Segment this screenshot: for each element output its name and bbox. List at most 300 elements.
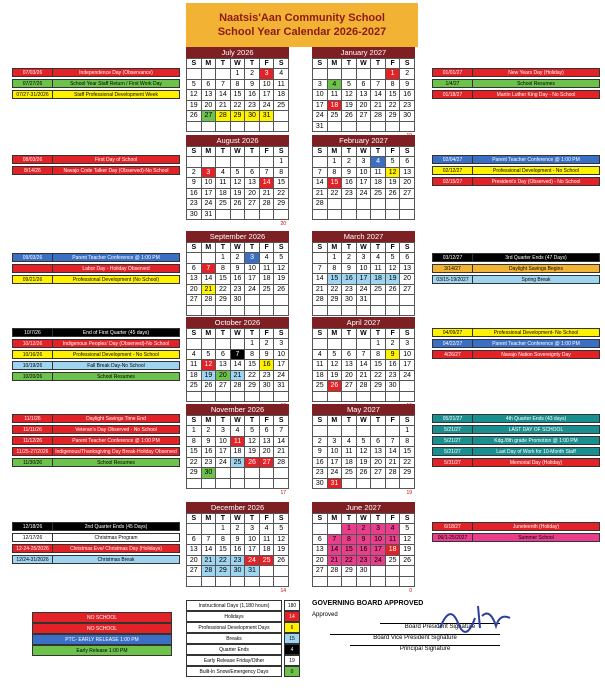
event-row	[12, 68, 180, 77]
event-row	[432, 275, 600, 284]
weekday-cell: W	[356, 416, 371, 426]
day-cell: 17	[313, 100, 328, 111]
event-date: 02/04/27	[433, 156, 473, 163]
day-cell: 4	[230, 426, 245, 437]
weekday-cell: S	[313, 329, 328, 339]
day-cell: 8	[385, 79, 400, 90]
day-cell	[327, 209, 342, 220]
day-cell: 15	[274, 178, 289, 189]
day-cell: 5	[385, 253, 400, 264]
week-row	[313, 576, 415, 587]
weekday-cell: S	[313, 243, 328, 253]
weekday-cell: S	[187, 329, 202, 339]
weekday-cell: M	[201, 243, 216, 253]
day-cell: 18	[385, 545, 400, 556]
event-name: Christmas Break	[97, 557, 135, 563]
day-cell: 18	[371, 274, 386, 285]
day-cell	[327, 391, 342, 402]
weekday-cell: T	[371, 243, 386, 253]
event-row	[432, 177, 600, 186]
week-row	[187, 524, 289, 535]
day-cell: 11	[216, 178, 231, 189]
week-row	[313, 167, 415, 178]
day-cell: 5	[230, 167, 245, 178]
day-cell: 13	[400, 167, 415, 178]
event-date: 02/15/27	[433, 178, 473, 185]
day-cell: 24	[201, 199, 216, 210]
event-date: 03/15-19/2027	[433, 276, 473, 283]
week-row	[187, 157, 289, 168]
day-cell	[201, 253, 216, 264]
board-approved-title: GOVERNING BOARD APPROVED	[312, 600, 424, 607]
day-cell: 23	[187, 199, 202, 210]
week-row	[313, 274, 415, 285]
weekday-cell: T	[216, 147, 231, 157]
weekday-cell: F	[385, 514, 400, 524]
day-cell: 1	[274, 157, 289, 168]
weekday-cell: T	[216, 59, 231, 69]
day-cell: 8	[216, 263, 231, 274]
month-calendar	[312, 135, 415, 220]
day-cell: 23	[245, 100, 260, 111]
event-date: 05/21/27	[433, 415, 473, 422]
legend-color-item: PTC- EARLY RELEASE 1:00 PM	[32, 634, 172, 645]
week-row	[313, 90, 415, 101]
day-cell	[230, 305, 245, 316]
event-name: 3rd Quarter Ends (47 Days)	[505, 255, 567, 261]
week-row	[187, 360, 289, 371]
day-cell	[356, 121, 371, 132]
day-cell: 12	[400, 534, 415, 545]
principal-signature: Principal Signature	[350, 645, 500, 652]
day-cell: 5	[274, 253, 289, 264]
day-cell	[201, 157, 216, 168]
event-date: 07/27/26	[13, 80, 53, 87]
week-row	[187, 69, 289, 80]
legend-count: 6	[284, 622, 300, 633]
day-cell: 17	[245, 545, 260, 556]
event-date: 12/17/26	[13, 534, 53, 541]
day-cell	[230, 209, 245, 220]
day-cell: 20	[259, 447, 274, 458]
day-cell: 14	[216, 90, 231, 101]
day-cell: 29	[187, 468, 202, 479]
day-cell: 26	[342, 111, 357, 122]
day-cell	[313, 339, 328, 350]
day-cell: 22	[327, 284, 342, 295]
week-row	[187, 263, 289, 274]
day-cell	[187, 391, 202, 402]
day-cell: 27	[187, 295, 202, 306]
day-cell	[274, 121, 289, 132]
week-row	[187, 199, 289, 210]
event-row	[12, 264, 180, 273]
day-cell: 20	[400, 178, 415, 189]
day-cell: 5	[327, 349, 342, 360]
day-cell	[216, 478, 231, 489]
day-cell	[371, 305, 386, 316]
day-cell: 1	[230, 69, 245, 80]
weekday-cell: S	[400, 243, 415, 253]
month-calendar	[312, 404, 415, 496]
legend-count: 14	[284, 611, 300, 622]
event-date: 01/01/27	[433, 69, 473, 76]
day-cell: 2	[400, 69, 415, 80]
day-cell: 16	[313, 457, 328, 468]
day-cell: 23	[400, 100, 415, 111]
weekday-row	[187, 59, 289, 69]
week-row	[187, 90, 289, 101]
day-cell: 10	[356, 263, 371, 274]
week-row	[187, 274, 289, 285]
weekday-cell: M	[327, 329, 342, 339]
event-row	[432, 328, 600, 337]
event-date: 11/25-27/2026	[13, 448, 53, 455]
day-cell: 27	[342, 381, 357, 392]
day-cell	[371, 199, 386, 210]
day-cell: 28	[356, 381, 371, 392]
week-row	[187, 534, 289, 545]
day-cell	[313, 426, 328, 437]
month-calendar	[186, 47, 289, 132]
day-cell: 27	[313, 566, 328, 577]
day-cell	[216, 468, 231, 479]
weekday-cell: M	[201, 514, 216, 524]
day-cell: 12	[274, 263, 289, 274]
week-row	[313, 391, 415, 402]
day-cell: 5	[201, 349, 216, 360]
day-cell	[342, 305, 357, 316]
weekday-cell: S	[400, 59, 415, 69]
day-cell: 13	[400, 263, 415, 274]
day-cell	[313, 253, 328, 264]
day-cell: 29	[230, 111, 245, 122]
weekday-cell: W	[230, 59, 245, 69]
day-cell: 31	[201, 209, 216, 220]
event-row	[432, 533, 600, 542]
week-row	[313, 188, 415, 199]
weekday-cell: S	[187, 59, 202, 69]
day-cell: 30	[400, 111, 415, 122]
day-cell: 1	[371, 339, 386, 350]
day-cell: 9	[342, 167, 357, 178]
school-name: Naatsis'Aan Community School	[219, 12, 385, 24]
month-title: October 2026	[186, 317, 289, 328]
day-cell: 19	[400, 545, 415, 556]
day-cell: 10	[356, 167, 371, 178]
month-title: February 2027	[312, 135, 415, 146]
weekday-cell: S	[274, 59, 289, 69]
day-cell: 12	[356, 447, 371, 458]
day-cell: 13	[245, 178, 260, 189]
event-date: 08/03/26	[13, 156, 53, 163]
weekday-cell: T	[371, 329, 386, 339]
day-cell: 6	[187, 534, 202, 545]
event-row	[12, 275, 180, 284]
day-cell: 25	[371, 284, 386, 295]
weekday-cell: S	[274, 147, 289, 157]
day-cell: 20	[313, 555, 328, 566]
day-cell: 24	[371, 555, 386, 566]
week-row	[313, 534, 415, 545]
day-cell	[201, 478, 216, 489]
week-row	[187, 178, 289, 189]
day-cell: 4	[327, 79, 342, 90]
weekday-cell: T	[371, 416, 386, 426]
day-cell: 21	[385, 457, 400, 468]
week-row	[313, 295, 415, 306]
day-cell	[400, 121, 415, 132]
day-cell: 2	[230, 524, 245, 535]
event-row	[12, 425, 180, 434]
week-row	[187, 305, 289, 316]
instructional-day-count: 0	[409, 588, 412, 594]
vice-president-signature: Board Vice President Signature	[330, 634, 500, 641]
event-row	[12, 79, 180, 88]
weekday-row	[313, 416, 415, 426]
weekday-cell: F	[259, 416, 274, 426]
day-cell: 1	[216, 253, 231, 264]
day-cell: 29	[385, 111, 400, 122]
day-cell	[342, 576, 357, 587]
day-cell	[371, 478, 386, 489]
day-cell: 16	[230, 274, 245, 285]
event-name: Navajo Nation Sovereignty Day	[501, 352, 571, 358]
day-cell: 23	[356, 555, 371, 566]
event-name: Daylight Savings Time End	[86, 416, 146, 422]
day-cell	[313, 209, 328, 220]
weekday-cell: T	[216, 329, 231, 339]
week-row	[313, 199, 415, 210]
event-row	[12, 544, 180, 553]
day-cell: 10	[400, 349, 415, 360]
day-cell: 1	[245, 339, 260, 350]
day-cell: 18	[230, 447, 245, 458]
event-name: Staff Professional Development Week	[73, 92, 159, 98]
weekday-cell: T	[216, 243, 231, 253]
day-cell: 28	[313, 295, 328, 306]
week-row	[313, 209, 415, 220]
day-cell	[313, 69, 328, 80]
day-cell: 8	[400, 436, 415, 447]
event-name: Indigenous Peoples' Day (Observed)-No School	[62, 341, 170, 347]
day-cell	[313, 157, 328, 168]
day-cell: 20	[187, 555, 202, 566]
day-cell	[216, 157, 231, 168]
week-row	[313, 111, 415, 122]
day-cell: 18	[259, 545, 274, 556]
day-cell: 27	[400, 188, 415, 199]
week-row	[313, 436, 415, 447]
weekday-cell: M	[201, 147, 216, 157]
day-cell	[342, 209, 357, 220]
day-cell	[274, 295, 289, 306]
month-calendar	[312, 231, 415, 316]
event-row	[12, 166, 180, 175]
day-cell: 23	[313, 468, 328, 479]
day-cell: 27	[187, 566, 202, 577]
day-cell: 3	[371, 524, 386, 535]
weekday-cell: W	[230, 416, 245, 426]
event-name: Indigenous/Thanksgiving Day Break-Holiday Observed	[55, 449, 177, 455]
day-cell: 13	[216, 360, 231, 371]
week-row	[187, 209, 289, 220]
event-date: 02/12/27	[433, 167, 473, 174]
day-cell	[216, 121, 231, 132]
day-cell	[371, 566, 386, 577]
day-cell: 19	[187, 100, 202, 111]
weekday-cell: S	[400, 147, 415, 157]
weekday-row	[187, 514, 289, 524]
day-cell: 30	[385, 381, 400, 392]
day-cell	[371, 576, 386, 587]
day-cell: 21	[327, 555, 342, 566]
day-cell: 21	[313, 188, 328, 199]
day-cell: 25	[216, 199, 231, 210]
event-name: Labor Day - Holiday Observed	[82, 266, 150, 272]
day-cell: 22	[342, 555, 357, 566]
day-cell: 29	[245, 381, 260, 392]
day-cell: 22	[216, 284, 231, 295]
weekday-row	[313, 59, 415, 69]
weekday-cell: S	[187, 416, 202, 426]
day-cell: 24	[313, 111, 328, 122]
weekday-row	[187, 329, 289, 339]
day-cell: 2	[356, 524, 371, 535]
month-calendar	[186, 231, 289, 316]
legend-label: Instructional Days (1,180 hours)	[186, 600, 282, 611]
day-cell: 5	[187, 79, 202, 90]
day-cell: 16	[201, 447, 216, 458]
legend-label: Holidays	[186, 611, 282, 622]
day-cell	[187, 339, 202, 350]
day-cell: 17	[245, 274, 260, 285]
event-name: 4th Quarter Ends (43 days)	[505, 416, 567, 422]
day-cell	[371, 121, 386, 132]
instructional-day-count: 19	[406, 490, 412, 496]
event-date: 10/16/26	[13, 351, 53, 358]
weekday-cell: T	[342, 329, 357, 339]
day-cell: 9	[342, 263, 357, 274]
week-row	[187, 391, 289, 402]
day-cell: 14	[356, 360, 371, 371]
day-cell	[342, 426, 357, 437]
month-title: March 2027	[312, 231, 415, 242]
event-row	[432, 155, 600, 164]
day-cell: 4	[385, 524, 400, 535]
event-row	[12, 372, 180, 381]
weekday-cell: M	[327, 147, 342, 157]
weekday-row	[313, 147, 415, 157]
weekday-cell: T	[342, 147, 357, 157]
day-cell: 14	[371, 90, 386, 101]
day-cell	[216, 576, 231, 587]
day-cell: 9	[385, 349, 400, 360]
day-cell	[400, 576, 415, 587]
day-cell: 19	[245, 447, 260, 458]
day-cell	[245, 157, 260, 168]
day-cell	[356, 305, 371, 316]
day-cell: 11	[259, 534, 274, 545]
day-cell	[201, 576, 216, 587]
day-cell: 24	[216, 457, 231, 468]
day-cell: 28	[201, 295, 216, 306]
day-cell: 3	[274, 339, 289, 350]
day-cell: 22	[245, 370, 260, 381]
day-cell: 27	[371, 468, 386, 479]
event-name: Parent Teacher Conference @ 1:00 PM	[492, 157, 580, 163]
day-cell: 1	[385, 69, 400, 80]
day-cell: 11	[327, 90, 342, 101]
week-row	[313, 157, 415, 168]
day-cell: 31	[259, 111, 274, 122]
week-row	[313, 178, 415, 189]
day-cell	[259, 468, 274, 479]
day-cell: 13	[313, 545, 328, 556]
day-cell	[327, 199, 342, 210]
day-cell	[274, 576, 289, 587]
day-cell: 28	[385, 468, 400, 479]
day-cell: 14	[385, 447, 400, 458]
event-name: Parent Teacher Conference @ 1:00 PM	[72, 438, 160, 444]
weekday-cell: F	[385, 329, 400, 339]
day-cell: 23	[230, 284, 245, 295]
day-cell	[230, 391, 245, 402]
legend-count: 0	[284, 666, 300, 677]
weekday-cell: F	[385, 59, 400, 69]
event-date: 07/27-31/2026	[13, 91, 53, 98]
day-cell: 7	[201, 263, 216, 274]
day-cell: 25	[327, 111, 342, 122]
day-cell: 13	[201, 90, 216, 101]
event-row	[12, 447, 180, 456]
event-date: 11/11/26	[13, 426, 53, 433]
event-name: End of First Quarter (45 days)	[82, 330, 150, 336]
event-row	[12, 253, 180, 262]
weekday-cell: F	[259, 59, 274, 69]
day-cell: 8	[216, 534, 231, 545]
weekday-row	[187, 243, 289, 253]
day-cell: 8	[245, 349, 260, 360]
day-cell: 20	[245, 188, 260, 199]
day-cell: 4	[187, 349, 202, 360]
week-row	[313, 478, 415, 489]
event-date: 11/30/26	[13, 459, 53, 466]
day-cell: 14	[259, 178, 274, 189]
event-name: Parent Teacher Conference @ 1:00 PM	[492, 341, 580, 347]
day-cell: 1	[187, 426, 202, 437]
event-name: School Resumes	[517, 81, 555, 87]
day-cell: 28	[216, 111, 231, 122]
day-cell	[327, 426, 342, 437]
day-cell: 7	[201, 534, 216, 545]
day-cell	[400, 391, 415, 402]
day-cell: 16	[400, 90, 415, 101]
day-cell: 22	[216, 555, 231, 566]
day-cell: 4	[274, 69, 289, 80]
day-cell: 10	[313, 90, 328, 101]
event-row	[432, 253, 600, 262]
week-row	[313, 566, 415, 577]
day-cell	[187, 157, 202, 168]
month-title: December 2026	[186, 502, 289, 513]
day-cell	[313, 305, 328, 316]
day-cell: 7	[259, 167, 274, 178]
day-cell	[342, 391, 357, 402]
day-cell	[230, 157, 245, 168]
day-cell: 29	[371, 381, 386, 392]
day-cell	[327, 524, 342, 535]
